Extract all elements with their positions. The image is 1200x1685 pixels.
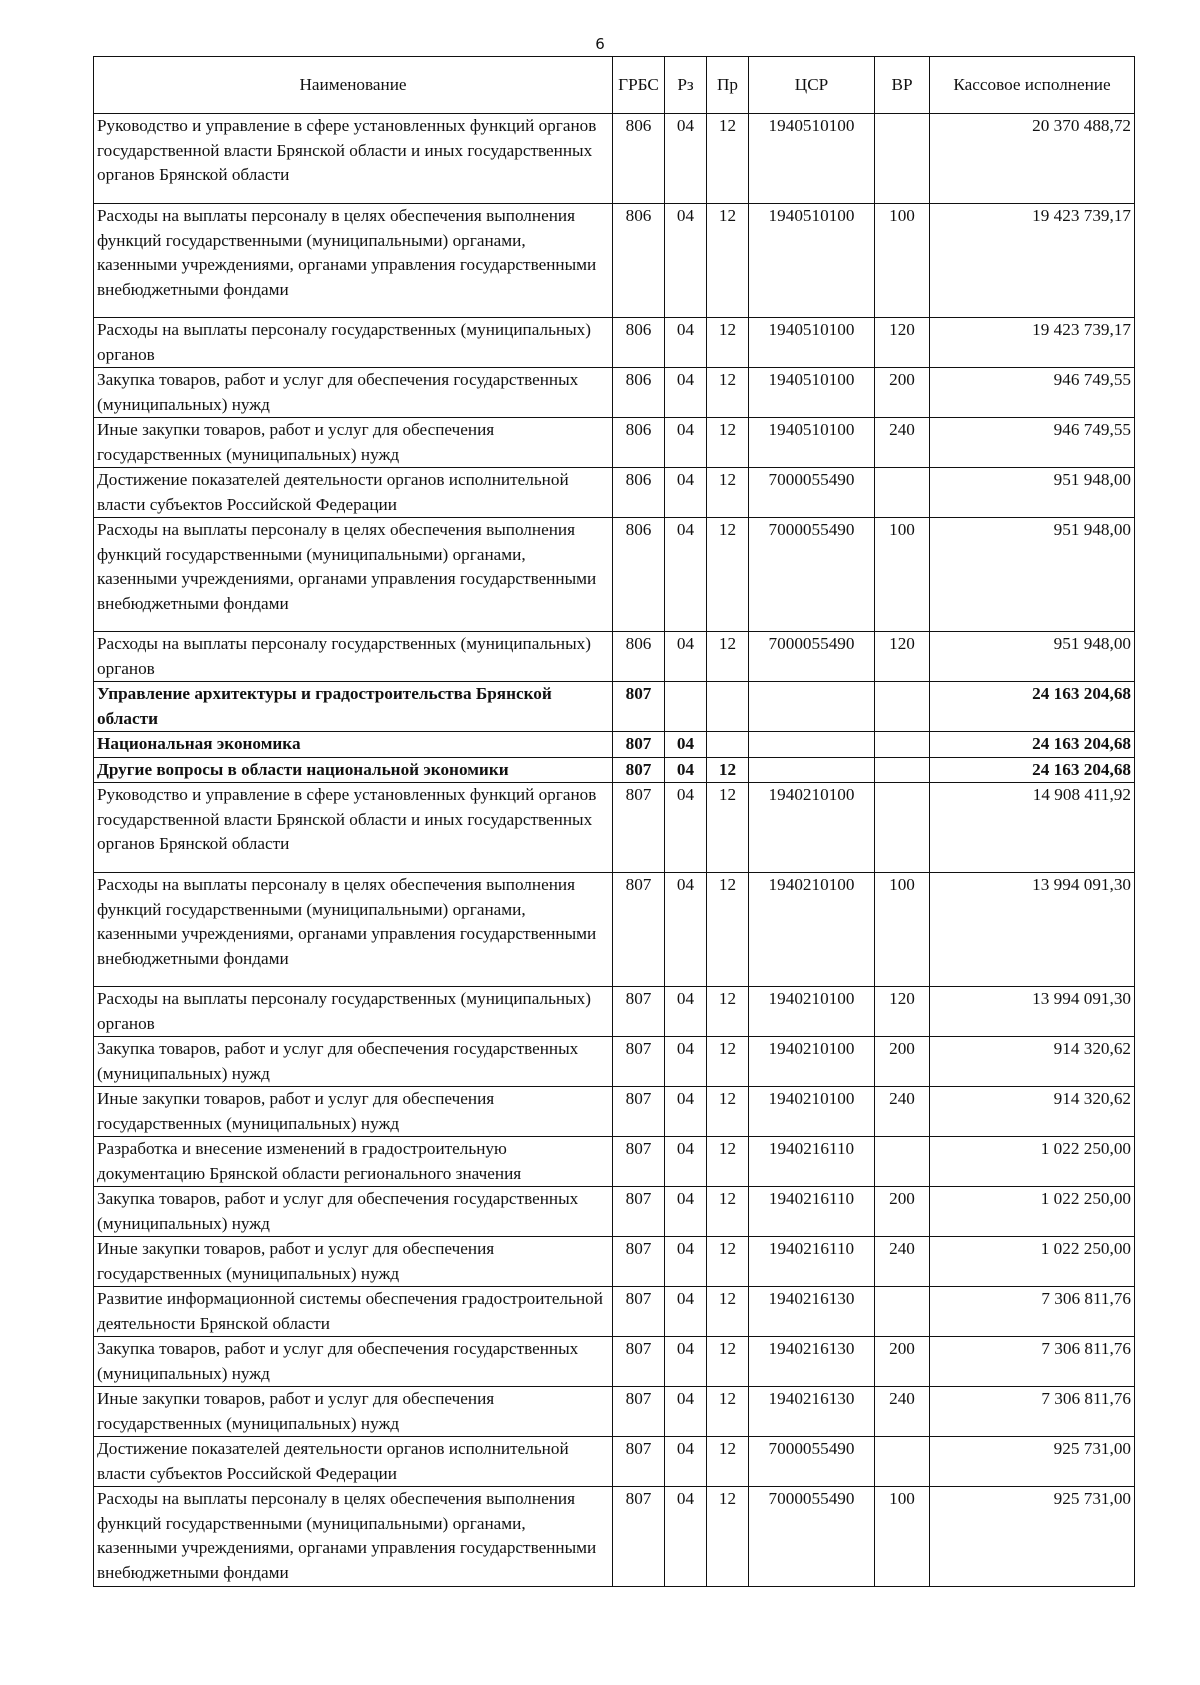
cell-vr: 240 <box>875 418 930 468</box>
cell-pr: 12 <box>707 204 749 318</box>
cell-rz: 04 <box>665 1387 707 1437</box>
cell-pr: 12 <box>707 468 749 518</box>
cell-name: Руководство и управление в сфере установленных функций органов государственной власти Брянской области и иных государственных органов Брянской области <box>94 783 613 873</box>
cell-pr: 12 <box>707 518 749 632</box>
cell-grbs: 806 <box>613 204 665 318</box>
table-row <box>94 1437 1135 1487</box>
cell-vr: 200 <box>875 368 930 418</box>
cell-rz: 04 <box>665 987 707 1037</box>
cell-rz: 04 <box>665 1237 707 1287</box>
cell-vr: 100 <box>875 873 930 987</box>
cell-amount: 1 022 250,00 <box>930 1187 1135 1237</box>
cell-pr: 12 <box>707 783 749 873</box>
cell-grbs: 807 <box>613 783 665 873</box>
header-vr: ВР <box>875 57 930 114</box>
cell-name: Закупка товаров, работ и услуг для обеспечения государственных (муниципальных) нужд <box>94 368 613 418</box>
cell-vr <box>875 1437 930 1487</box>
cell-csr: 1940210100 <box>749 873 875 987</box>
cell-name: Иные закупки товаров, работ и услуг для обеспечения государственных (муниципальных) нужд <box>94 418 613 468</box>
table-row <box>94 318 1135 368</box>
budget-table <box>93 56 1135 1587</box>
table-row <box>94 1287 1135 1337</box>
cell-rz: 04 <box>665 1487 707 1587</box>
table-row <box>94 1087 1135 1137</box>
cell-rz: 04 <box>665 1137 707 1187</box>
cell-rz: 04 <box>665 783 707 873</box>
cell-pr: 12 <box>707 1237 749 1287</box>
table-row <box>94 1487 1135 1587</box>
cell-vr <box>875 732 930 758</box>
cell-pr: 12 <box>707 1087 749 1137</box>
cell-amount: 914 320,62 <box>930 1037 1135 1087</box>
cell-amount: 951 948,00 <box>930 518 1135 632</box>
table-row <box>94 1137 1135 1187</box>
cell-pr: 12 <box>707 1387 749 1437</box>
cell-rz: 04 <box>665 468 707 518</box>
table-row <box>94 783 1135 873</box>
cell-vr <box>875 114 930 204</box>
table-row <box>94 682 1135 732</box>
cell-csr <box>749 732 875 758</box>
cell-rz: 04 <box>665 1337 707 1387</box>
cell-csr: 1940216110 <box>749 1187 875 1237</box>
cell-pr: 12 <box>707 1137 749 1187</box>
cell-amount: 925 731,00 <box>930 1437 1135 1487</box>
cell-name: Руководство и управление в сфере установленных функций органов государственной власти Брянской области и иных государственных органов Брянской области <box>94 114 613 204</box>
cell-grbs: 807 <box>613 1087 665 1137</box>
cell-amount: 13 994 091,30 <box>930 873 1135 987</box>
cell-rz: 04 <box>665 1187 707 1237</box>
cell-csr: 7000055490 <box>749 468 875 518</box>
cell-amount: 24 163 204,68 <box>930 757 1135 783</box>
cell-name: Закупка товаров, работ и услуг для обеспечения государственных (муниципальных) нужд <box>94 1037 613 1087</box>
table-body <box>94 114 1135 1587</box>
cell-name: Закупка товаров, работ и услуг для обеспечения государственных (муниципальных) нужд <box>94 1337 613 1387</box>
cell-vr: 100 <box>875 204 930 318</box>
cell-grbs: 807 <box>613 757 665 783</box>
cell-vr: 120 <box>875 632 930 682</box>
cell-amount: 19 423 739,17 <box>930 204 1135 318</box>
cell-pr: 12 <box>707 873 749 987</box>
cell-pr: 12 <box>707 1337 749 1387</box>
cell-rz: 04 <box>665 873 707 987</box>
cell-grbs: 806 <box>613 468 665 518</box>
cell-grbs: 807 <box>613 1137 665 1187</box>
table-row <box>94 1387 1135 1437</box>
cell-csr: 1940210100 <box>749 783 875 873</box>
cell-vr: 200 <box>875 1037 930 1087</box>
cell-name: Развитие информационной системы обеспечения градостроительной деятельности Брянской области <box>94 1287 613 1337</box>
cell-rz: 04 <box>665 1037 707 1087</box>
table-row <box>94 632 1135 682</box>
table-row <box>94 468 1135 518</box>
table-row <box>94 732 1135 758</box>
cell-grbs: 806 <box>613 368 665 418</box>
cell-rz: 04 <box>665 732 707 758</box>
cell-name: Расходы на выплаты персоналу в целях обеспечения выполнения функций государственными (муниципальными) органами, казенными учреждениями, органами управления государственными внебюджетными фондами <box>94 873 613 987</box>
cell-grbs: 807 <box>613 1487 665 1587</box>
cell-grbs: 807 <box>613 682 665 732</box>
cell-vr: 200 <box>875 1187 930 1237</box>
cell-amount: 13 994 091,30 <box>930 987 1135 1037</box>
cell-rz: 04 <box>665 318 707 368</box>
cell-grbs: 806 <box>613 518 665 632</box>
cell-name: Закупка товаров, работ и услуг для обеспечения государственных (муниципальных) нужд <box>94 1187 613 1237</box>
table-row <box>94 757 1135 783</box>
cell-grbs: 807 <box>613 1437 665 1487</box>
cell-name: Другие вопросы в области национальной экономики <box>94 757 613 783</box>
cell-grbs: 807 <box>613 1387 665 1437</box>
header-pr: Пр <box>707 57 749 114</box>
header-name: Наименование <box>94 57 613 114</box>
cell-grbs: 807 <box>613 1287 665 1337</box>
cell-amount: 7 306 811,76 <box>930 1287 1135 1337</box>
cell-amount: 951 948,00 <box>930 468 1135 518</box>
cell-rz: 04 <box>665 632 707 682</box>
cell-csr: 1940510100 <box>749 368 875 418</box>
cell-csr: 7000055490 <box>749 1437 875 1487</box>
cell-vr <box>875 1287 930 1337</box>
cell-rz: 04 <box>665 518 707 632</box>
cell-rz: 04 <box>665 114 707 204</box>
cell-vr: 240 <box>875 1387 930 1437</box>
cell-pr: 12 <box>707 1437 749 1487</box>
cell-vr <box>875 682 930 732</box>
cell-name: Управление архитектуры и градостроительства Брянской области <box>94 682 613 732</box>
table-row <box>94 368 1135 418</box>
cell-csr <box>749 682 875 732</box>
cell-amount: 1 022 250,00 <box>930 1137 1135 1187</box>
cell-amount: 7 306 811,76 <box>930 1337 1135 1387</box>
cell-name: Расходы на выплаты персоналу государственных (муниципальных) органов <box>94 632 613 682</box>
cell-rz: 04 <box>665 1287 707 1337</box>
cell-amount: 1 022 250,00 <box>930 1237 1135 1287</box>
cell-amount: 946 749,55 <box>930 368 1135 418</box>
cell-csr: 1940216110 <box>749 1237 875 1287</box>
header-rz: Рз <box>665 57 707 114</box>
cell-name: Национальная экономика <box>94 732 613 758</box>
cell-pr: 12 <box>707 632 749 682</box>
cell-amount: 20 370 488,72 <box>930 114 1135 204</box>
cell-vr: 100 <box>875 518 930 632</box>
cell-csr: 1940210100 <box>749 1087 875 1137</box>
cell-csr: 1940210100 <box>749 987 875 1037</box>
cell-name: Иные закупки товаров, работ и услуг для обеспечения государственных (муниципальных) нужд <box>94 1387 613 1437</box>
cell-pr: 12 <box>707 1487 749 1587</box>
cell-grbs: 807 <box>613 987 665 1037</box>
table-row <box>94 987 1135 1037</box>
header-amount: Кассовое исполнение <box>930 57 1135 114</box>
cell-rz <box>665 682 707 732</box>
cell-name: Расходы на выплаты персоналу государственных (муниципальных) органов <box>94 318 613 368</box>
cell-csr: 1940216130 <box>749 1287 875 1337</box>
page-number: 6 <box>595 35 605 53</box>
cell-csr: 7000055490 <box>749 1487 875 1587</box>
cell-vr <box>875 1137 930 1187</box>
cell-csr: 1940510100 <box>749 114 875 204</box>
cell-name: Иные закупки товаров, работ и услуг для обеспечения государственных (муниципальных) нужд <box>94 1087 613 1137</box>
cell-rz: 04 <box>665 418 707 468</box>
cell-vr <box>875 468 930 518</box>
cell-pr: 12 <box>707 1037 749 1087</box>
cell-name: Иные закупки товаров, работ и услуг для обеспечения государственных (муниципальных) нужд <box>94 1237 613 1287</box>
cell-grbs: 807 <box>613 1037 665 1087</box>
cell-amount: 24 163 204,68 <box>930 682 1135 732</box>
cell-pr <box>707 732 749 758</box>
table-row <box>94 1237 1135 1287</box>
cell-pr: 12 <box>707 318 749 368</box>
cell-amount: 24 163 204,68 <box>930 732 1135 758</box>
cell-csr: 7000055490 <box>749 518 875 632</box>
header-grbs: ГРБС <box>613 57 665 114</box>
cell-pr: 12 <box>707 757 749 783</box>
cell-amount: 7 306 811,76 <box>930 1387 1135 1437</box>
cell-vr: 240 <box>875 1237 930 1287</box>
cell-vr: 120 <box>875 987 930 1037</box>
cell-grbs: 806 <box>613 632 665 682</box>
cell-pr <box>707 682 749 732</box>
cell-pr: 12 <box>707 368 749 418</box>
header-csr: ЦСР <box>749 57 875 114</box>
cell-csr: 1940216130 <box>749 1387 875 1437</box>
header-row <box>94 57 1135 114</box>
table-row <box>94 1037 1135 1087</box>
cell-vr: 240 <box>875 1087 930 1137</box>
table-row <box>94 1187 1135 1237</box>
cell-pr: 12 <box>707 1187 749 1237</box>
cell-name: Расходы на выплаты персоналу в целях обеспечения выполнения функций государственными (муниципальными) органами, казенными учреждениями, органами управления государственными внебюджетными фондами <box>94 204 613 318</box>
cell-csr: 1940216110 <box>749 1137 875 1187</box>
table-row <box>94 1337 1135 1387</box>
cell-grbs: 807 <box>613 1337 665 1387</box>
cell-vr: 120 <box>875 318 930 368</box>
table-row <box>94 204 1135 318</box>
cell-grbs: 806 <box>613 418 665 468</box>
cell-grbs: 807 <box>613 732 665 758</box>
cell-vr <box>875 757 930 783</box>
cell-csr: 1940216130 <box>749 1337 875 1387</box>
cell-pr: 12 <box>707 114 749 204</box>
cell-amount: 19 423 739,17 <box>930 318 1135 368</box>
cell-grbs: 807 <box>613 873 665 987</box>
cell-name: Расходы на выплаты персоналу в целях обеспечения выполнения функций государственными (муниципальными) органами, казенными учреждениями, органами управления государственными внебюджетными фондами <box>94 1487 613 1587</box>
cell-pr: 12 <box>707 1287 749 1337</box>
cell-rz: 04 <box>665 1437 707 1487</box>
cell-vr: 200 <box>875 1337 930 1387</box>
cell-vr: 100 <box>875 1487 930 1587</box>
cell-csr: 1940510100 <box>749 418 875 468</box>
cell-csr: 1940510100 <box>749 318 875 368</box>
table-row <box>94 873 1135 987</box>
table-row <box>94 418 1135 468</box>
cell-amount: 951 948,00 <box>930 632 1135 682</box>
cell-csr: 1940210100 <box>749 1037 875 1087</box>
cell-pr: 12 <box>707 987 749 1037</box>
cell-csr: 7000055490 <box>749 632 875 682</box>
cell-csr: 1940510100 <box>749 204 875 318</box>
cell-grbs: 806 <box>613 114 665 204</box>
cell-name: Достижение показателей деятельности органов исполнительной власти субъектов Российской Федерации <box>94 468 613 518</box>
cell-grbs: 806 <box>613 318 665 368</box>
cell-vr <box>875 783 930 873</box>
cell-amount: 946 749,55 <box>930 418 1135 468</box>
cell-rz: 04 <box>665 368 707 418</box>
table-row <box>94 114 1135 204</box>
cell-grbs: 807 <box>613 1237 665 1287</box>
cell-rz: 04 <box>665 1087 707 1137</box>
cell-pr: 12 <box>707 418 749 468</box>
cell-name: Расходы на выплаты персоналу в целях обеспечения выполнения функций государственными (муниципальными) органами, казенными учреждениями, органами управления государственными внебюджетными фондами <box>94 518 613 632</box>
cell-amount: 914 320,62 <box>930 1087 1135 1137</box>
cell-amount: 925 731,00 <box>930 1487 1135 1587</box>
cell-rz: 04 <box>665 204 707 318</box>
cell-csr <box>749 757 875 783</box>
table-row <box>94 518 1135 632</box>
cell-name: Расходы на выплаты персоналу государственных (муниципальных) органов <box>94 987 613 1037</box>
cell-name: Разработка и внесение изменений в градостроительную документацию Брянской области регионального значения <box>94 1137 613 1187</box>
cell-name: Достижение показателей деятельности органов исполнительной власти субъектов Российской Федерации <box>94 1437 613 1487</box>
cell-grbs: 807 <box>613 1187 665 1237</box>
cell-rz: 04 <box>665 757 707 783</box>
cell-amount: 14 908 411,92 <box>930 783 1135 873</box>
